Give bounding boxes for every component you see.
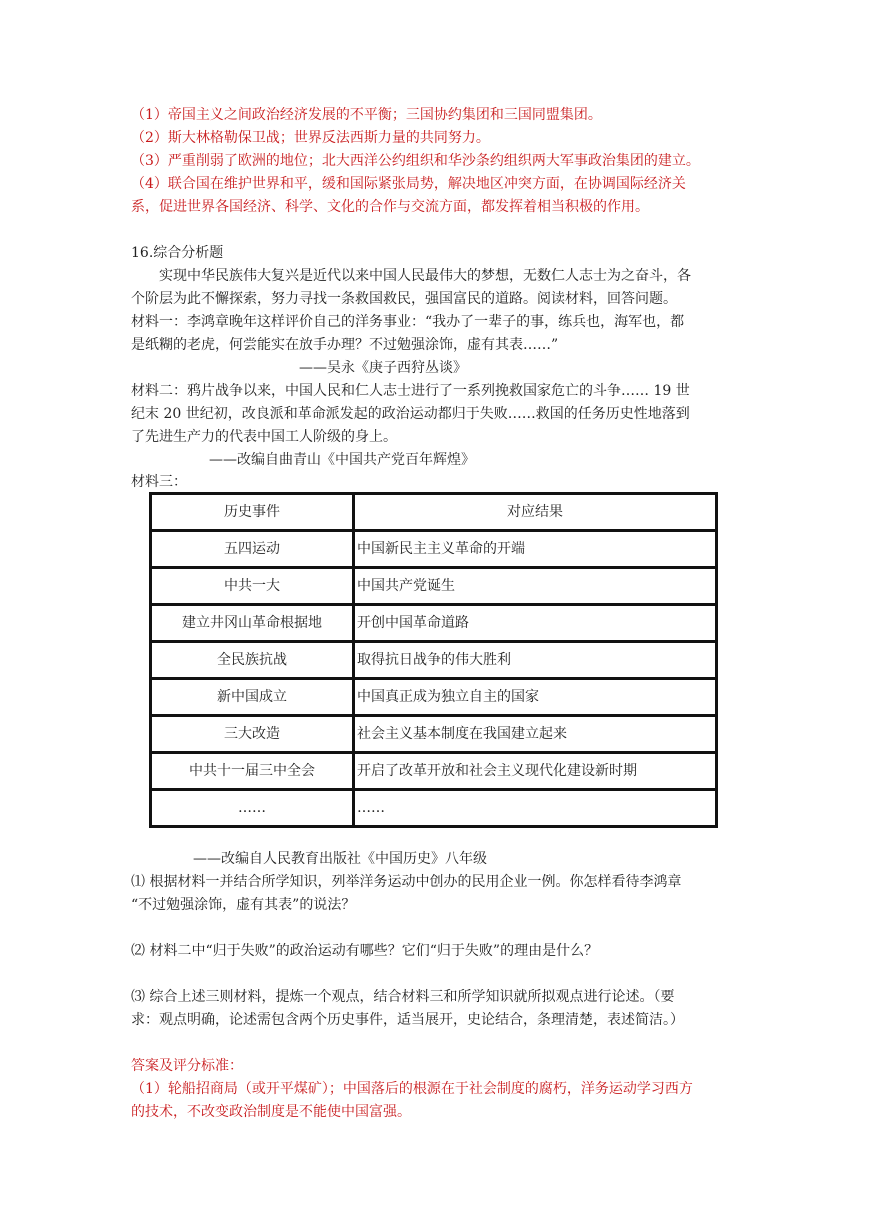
table-row [151, 716, 717, 753]
event-cell: 中共一大 [151, 568, 354, 605]
result-cell: 开启了改革开放和社会主义现代化建设新时期 [354, 753, 717, 790]
material2-source: ——改编自曲青山《中国共产党百年辉煌》 [209, 452, 475, 468]
answer-heading: 答案及评分标准： [131, 1058, 243, 1074]
question-title: 16.综合分析题 [131, 245, 224, 261]
material3-label: 材料三： [131, 474, 187, 490]
q1-line-2: “不过勉强涂饰，虚有其表”的说法？ [131, 897, 356, 913]
prev-answer-4-line1: （4）联合国在维护世界和平，缓和国际紧张局势，解决地区冲突方面，在协调国际经济关 [131, 176, 686, 192]
header-event: 历史事件 [151, 494, 354, 531]
events-table [149, 492, 718, 828]
result-cell: 中国新民主主义革命的开端 [354, 531, 717, 568]
material1-source: ——吴永《庚子西狩丛谈》 [299, 360, 467, 376]
table-row [151, 642, 717, 679]
result-cell: 社会主义基本制度在我国建立起来 [354, 716, 717, 753]
q3-line-1: ⑶ 综合上述三则材料，提炼一个观点，结合材料三和所学知识就所拟观点进行论述。（要 [131, 989, 675, 1005]
event-cell: 五四运动 [151, 531, 354, 568]
event-cell: …… [151, 790, 354, 827]
event-cell: 中共十一届三中全会 [151, 753, 354, 790]
material3-source: ——改编自人民教育出版社《中国历史》八年级 [193, 851, 487, 867]
result-cell: 中国共产党诞生 [354, 568, 717, 605]
intro-line-1: 实现中华民族伟大复兴是近代以来中国人民最伟大的梦想，无数仁人志士为之奋斗，各 [159, 268, 691, 284]
result-cell: 中国真正成为独立自主的国家 [354, 679, 717, 716]
answer-1-line-1: （1）轮船招商局（或开平煤矿）；中国落后的根源在于社会制度的腐朽，洋务运动学习西方 [131, 1081, 693, 1097]
q2-line: ⑵ 材料二中“归于失败”的政治运动有哪些？它们“归于失败”的理由是什么？ [131, 943, 599, 959]
prev-answer-3: （3）严重削弱了欧洲的地位；北大西洋公约组织和华沙条约组织两大军事政治集团的建立。 [131, 153, 700, 169]
table-row [151, 753, 717, 790]
table-row [151, 679, 717, 716]
answer-1-line-2: 的技术，不改变政治制度是不能使中国富强。 [131, 1104, 411, 1120]
material2-line-1: 材料二：鸦片战争以来，中国人民和仁人志士进行了一系列挽救国家危亡的斗争…… 19 世 [131, 383, 690, 399]
prev-answer-2: （2）斯大林格勒保卫战；世界反法西斯力量的共同努力。 [131, 130, 490, 146]
event-cell: 新中国成立 [151, 679, 354, 716]
prev-answer-1: （1）帝国主义之间政治经济发展的不平衡；三国协约集团和三国同盟集团。 [131, 107, 602, 123]
material2-line-3: 了先进生产力的代表中国工人阶级的身上。 [131, 429, 397, 445]
intro-line-2: 个阶层为此不懈探索，努力寻找一条救国救民，强国富民的道路。阅读材料，回答问题。 [131, 291, 677, 307]
result-cell: 开创中国革命道路 [354, 605, 717, 642]
material1-line-1: 材料一：李鸿章晚年这样评价自己的洋务事业：“我办了一辈子的事，练兵也，海军也，都 [131, 314, 685, 330]
material2-line-2: 纪末 20 世纪初，改良派和革命派发起的政治运动都归于失败……救国的任务历史性地落到 [131, 406, 690, 422]
event-cell: 全民族抗战 [151, 642, 354, 679]
q1-line-1: ⑴ 根据材料一并结合所学知识，列举洋务运动中创办的民用企业一例。你怎样看待李鸿章 [131, 874, 682, 890]
event-cell: 三大改造 [151, 716, 354, 753]
result-cell: …… [354, 790, 717, 827]
table-row [151, 790, 717, 827]
header-result: 对应结果 [354, 494, 717, 531]
table-header-row [151, 494, 717, 531]
q3-line-2: 求：观点明确，论述需包含两个历史事件，适当展开，史论结合，条理清楚，表述简洁。） [131, 1012, 684, 1028]
table-row [151, 568, 717, 605]
prev-answer-4-line2: 系，促进世界各国经济、科学、文化的合作与交流方面，都发挥着相当积极的作用。 [131, 199, 649, 215]
table-row [151, 605, 717, 642]
table-row [151, 531, 717, 568]
event-cell: 建立井冈山革命根据地 [151, 605, 354, 642]
material1-line-2: 是纸糊的老虎，何尝能实在放手办理？不过勉强涂饰，虚有其表……” [131, 337, 559, 353]
result-cell: 取得抗日战争的伟大胜利 [354, 642, 717, 679]
